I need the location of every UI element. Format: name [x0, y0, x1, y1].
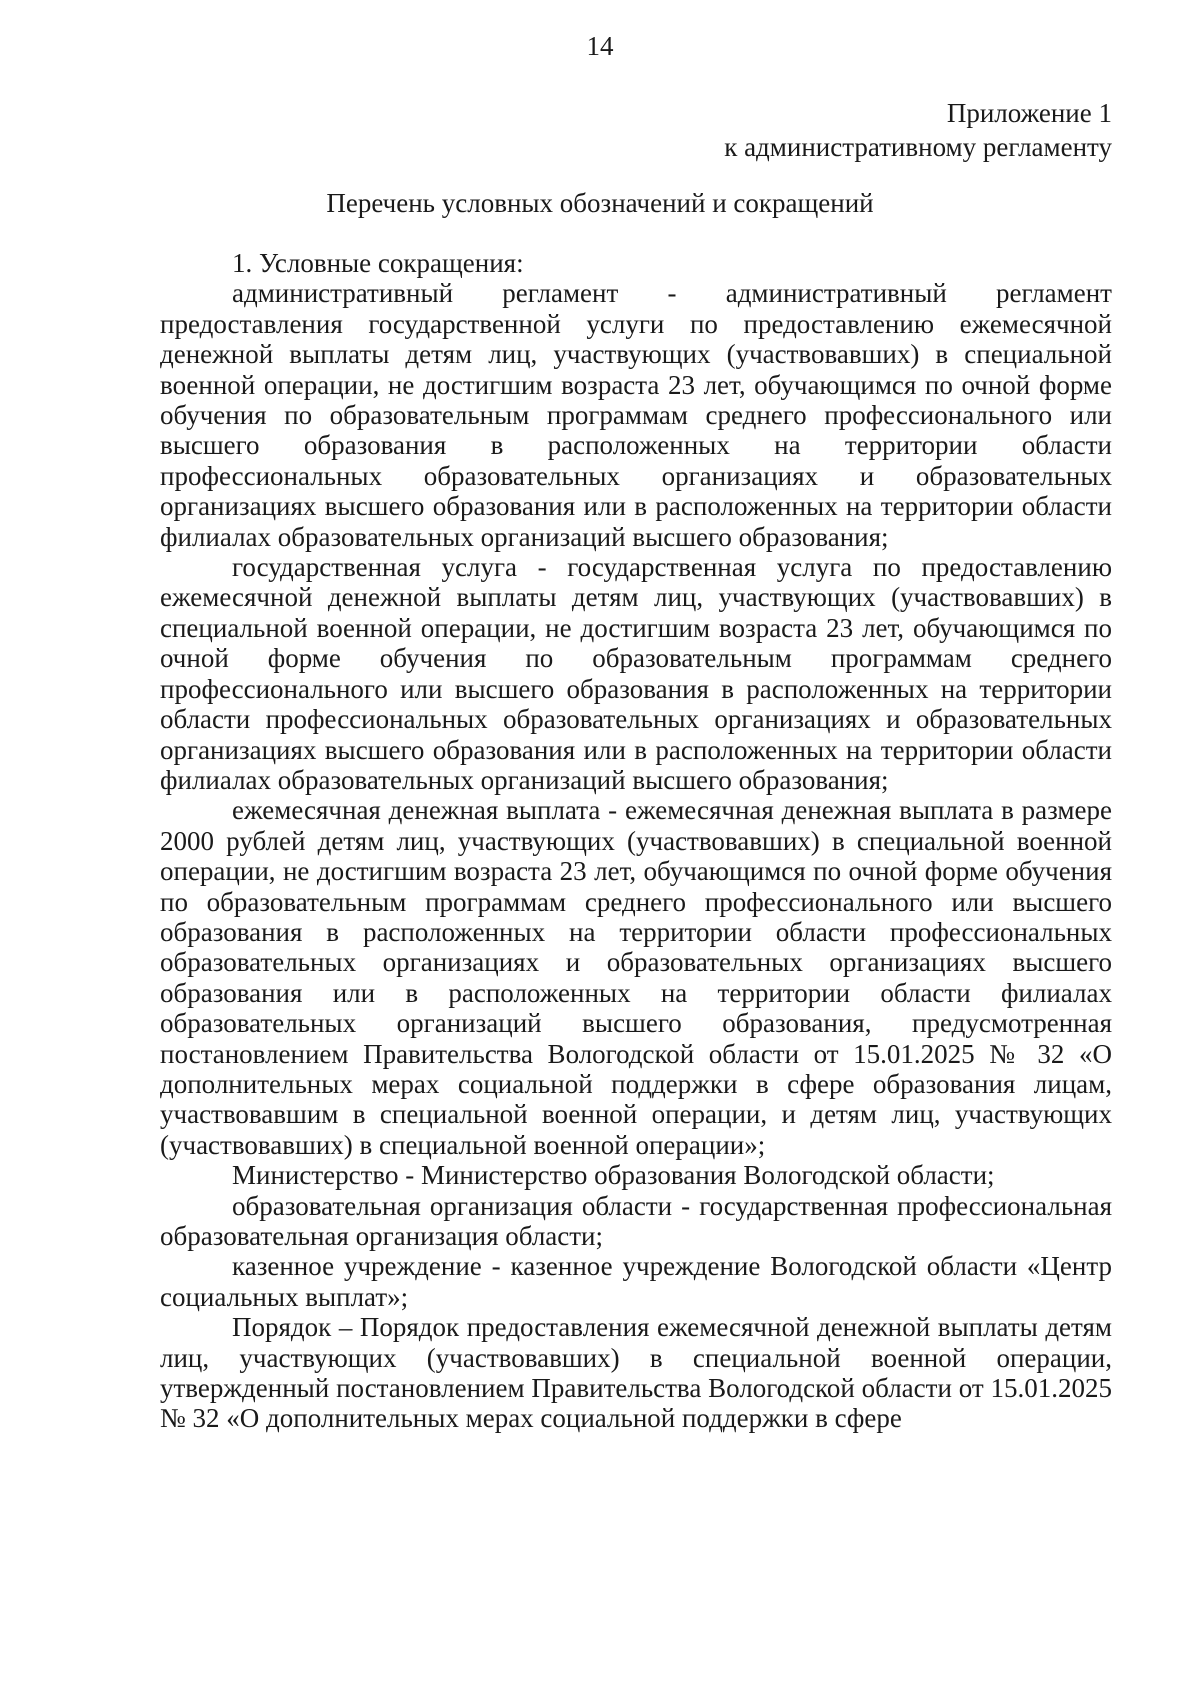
document-body: [160, 248, 1112, 1434]
appendix-line-2: к административному регламенту: [724, 132, 1112, 162]
definition-procedure: Порядок – Порядок предоставления ежемесячной денежной выплаты детям лиц, участвующих (участвовавших) в специальной военной операции, утвержденный постановлением Правительства Вологодской области от 15.01.2025 № 32 «О дополнительных мерах социальной поддержки в сфере: [160, 1312, 1112, 1434]
definition-monthly-payment: ежемесячная денежная выплата - ежемесячная денежная выплата в размере 2000 рублей детям лиц, участвующих (участвовавших) в специальной военной операции, не достигшим возраста 23 лет, обучающимся по очной форме обучения по образовательным программам среднего профессионального или высшего образования в расположенных на территории области профессиональных образовательных организациях и образовательных организациях высшего образования или в расположенных на территории области филиалах образовательных организаций высшего образования, предусмотренная постановлением Правительства Вологодской области от 15.01.2025 № 32 «О дополнительных мерах социальной поддержки в сфере образования лицам, участвовавшим в специальной военной операции, и детям лиц, участвующих (участвовавших) в специальной военной операции»;: [160, 795, 1112, 1160]
document-title: Перечень условных обозначений и сокращений: [326, 188, 874, 218]
definition-state-service: государственная услуга - государственная услуга по предоставлению ежемесячной денежной выплаты детям лиц, участвующих (участвовавших) в специальной военной операции, не достигшим возраста 23 лет, обучающимся по очной форме обучения по образовательным программам среднего профессионального или высшего образования в расположенных на территории области профессиональных образовательных организациях и образовательных организациях высшего образования или в расположенных на территории области филиалах образовательных организаций высшего образования;: [160, 552, 1112, 795]
definition-educational-organization: образовательная организация области - государственная профессиональная образовательная организация области;: [160, 1190, 1112, 1251]
section-heading: 1. Условные сокращения:: [232, 248, 524, 278]
appendix-label: [724, 96, 1112, 164]
appendix-line-1: Приложение 1: [946, 98, 1112, 128]
definition-administrative-regulation: административный регламент - административный регламент предоставления государственной услуги по предоставлению ежемесячной денежной выплаты детям лиц, участвующих (участвовавших) в специальной военной операции, не достигшим возраста 23 лет, обучающимся по очной форме обучения по образовательным программам среднего профессионального или высшего образования в расположенных на территории области профессиональных образовательных организациях и образовательных организациях высшего образования или в расположенных на территории области филиалах образовательных организаций высшего образования;: [160, 278, 1112, 552]
page-number: 14: [586, 31, 614, 61]
definition-state-institution: казенное учреждение - казенное учреждение Вологодской области «Центр социальных выплат»;: [160, 1251, 1112, 1312]
definition-ministry: Министерство - Министерство образования Вологодской области;: [232, 1160, 995, 1191]
